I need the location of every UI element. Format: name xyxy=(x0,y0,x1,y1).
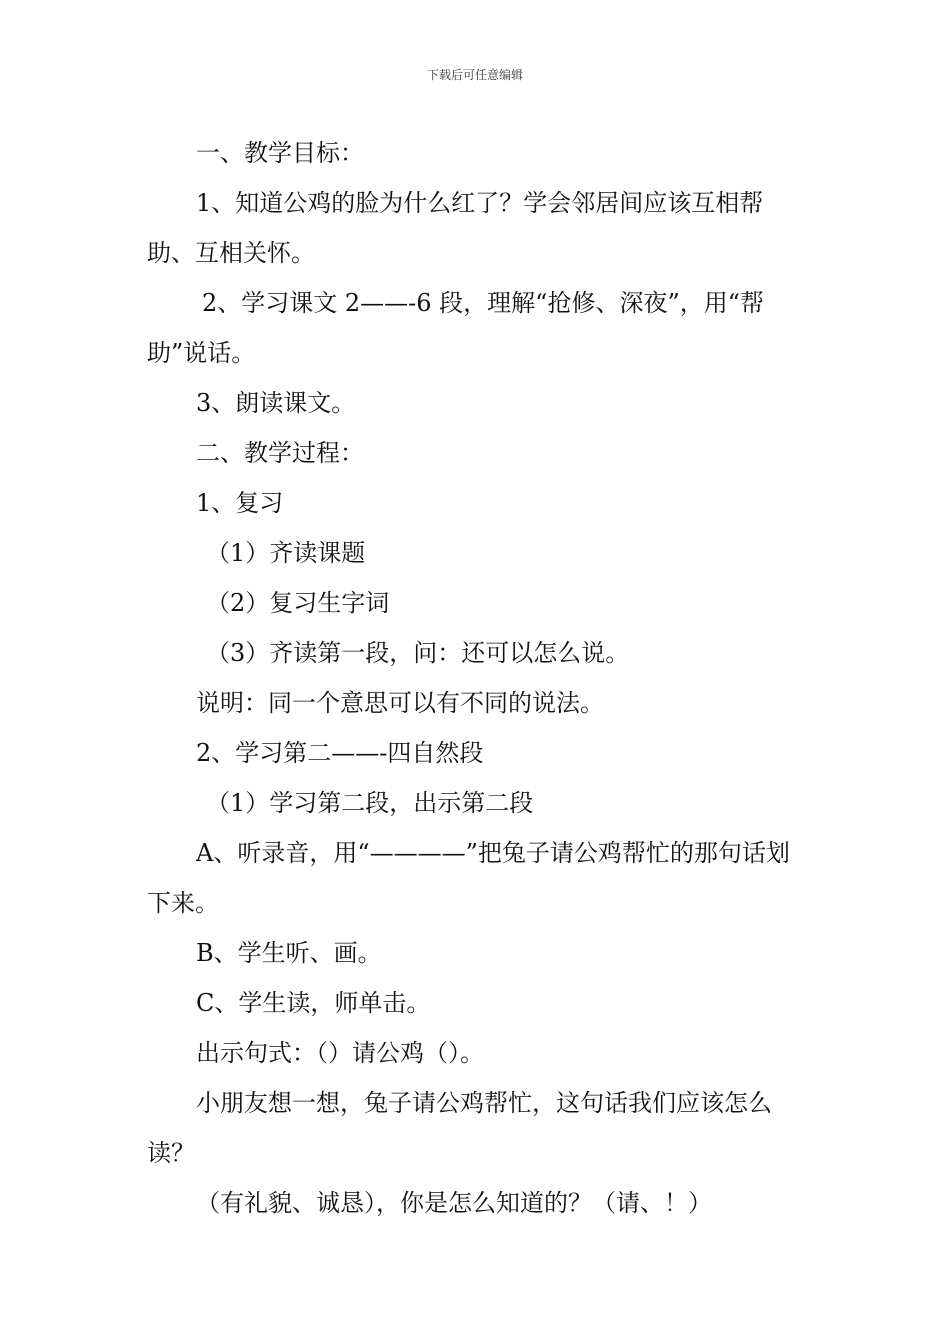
sentence-pattern-line: 出示句式：（）请公鸡（）。 xyxy=(196,1039,484,1067)
objective-item-1: 1、知道公鸡的脸为什么红了？学会邻居间应该互相帮助、互相关怀。 xyxy=(147,189,764,267)
answer-line: （有礼貌、诚恳），你是怎么知道的？（请、！） xyxy=(196,1189,712,1217)
review-item-3: （3）齐读第一段，问：还可以怎么说。 xyxy=(206,639,630,667)
process-step-review: 1、复习 xyxy=(196,489,284,517)
explanation-line: 说明：同一个意思可以有不同的说法。 xyxy=(196,689,604,717)
review-item-1: （1）齐读课题 xyxy=(206,539,366,567)
document-body xyxy=(147,128,807,1228)
objective-item-3: 3、朗读课文。 xyxy=(196,389,356,417)
study-substep-b: B、学生听、画。 xyxy=(196,939,382,967)
study-item-1: （1）学习第二段，出示第二段 xyxy=(206,789,534,817)
page-header-note: 下载后可任意编辑 xyxy=(426,68,523,82)
study-substep-c: C、学生读，师单击。 xyxy=(196,989,431,1017)
objective-item-2: 2、学习课文 2——-6 段，理解“抢修、深夜”，用“帮助”说话。 xyxy=(147,289,764,367)
section-heading-objectives: 一、教学目标： xyxy=(196,139,364,167)
think-question-line: 小朋友想一想，兔子请公鸡帮忙，这句话我们应该怎么读？ xyxy=(147,1089,772,1167)
section-heading-process: 二、教学过程： xyxy=(196,439,364,467)
study-substep-a: A、听录音，用“————”把兔子请公鸡帮忙的那句话划下来。 xyxy=(147,839,790,917)
review-item-2: （2）复习生字词 xyxy=(206,589,390,617)
process-step-study: 2、学习第二——-四自然段 xyxy=(196,739,484,767)
